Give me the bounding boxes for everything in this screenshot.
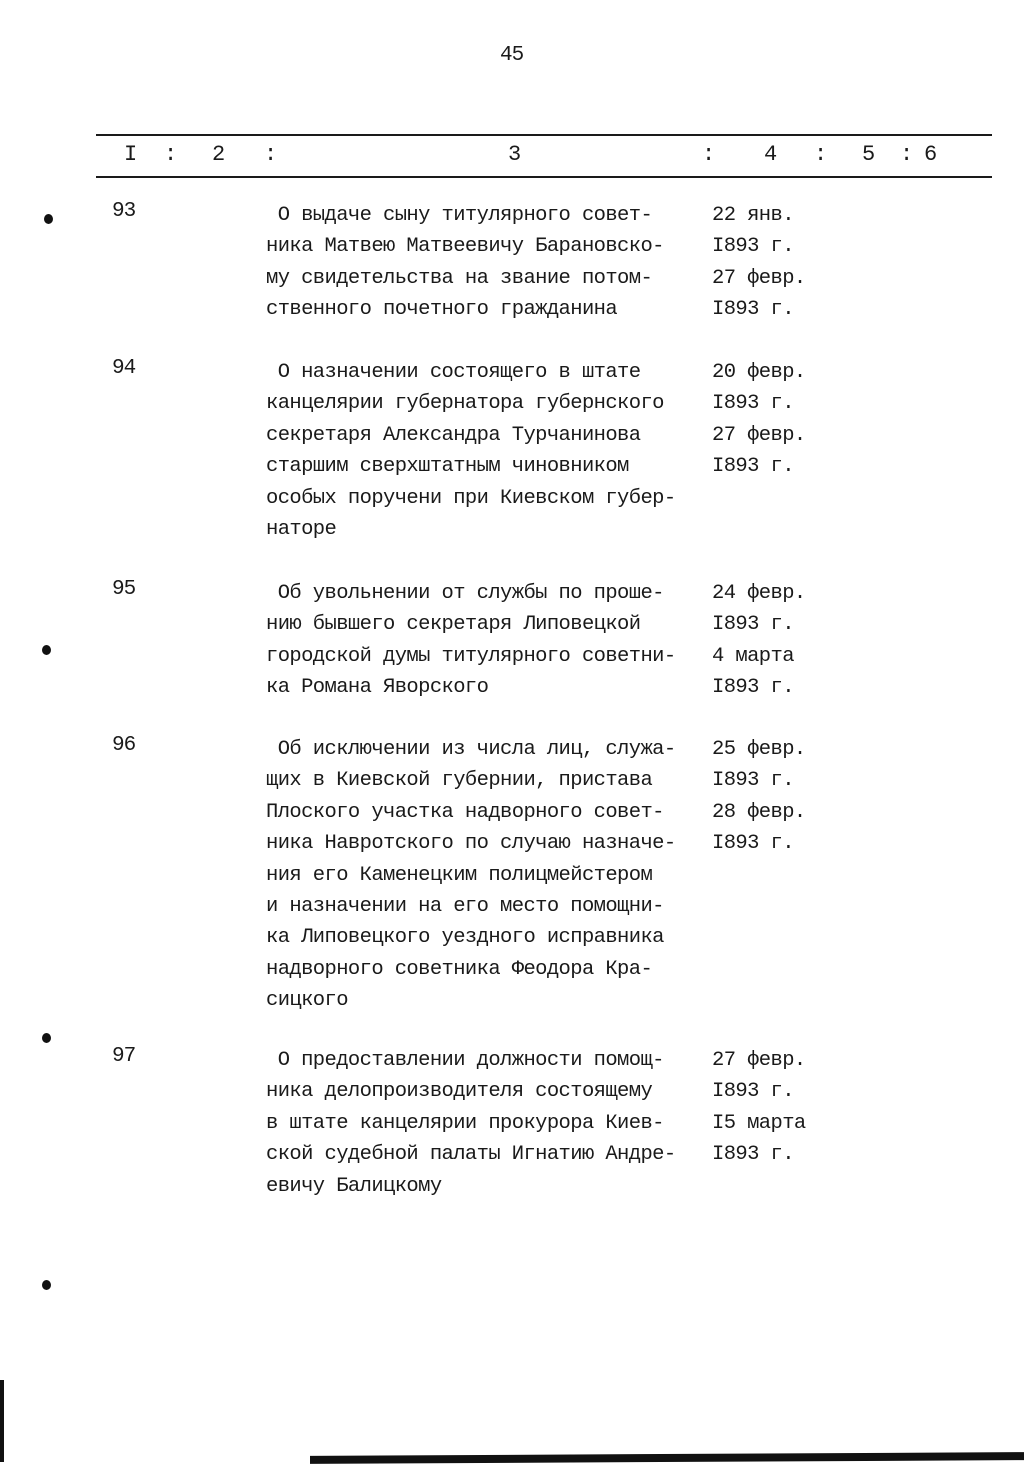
column-separator: : (164, 142, 178, 167)
entry-number: 94 (112, 357, 136, 380)
table-header (0, 142, 1024, 170)
entry-number: 95 (112, 578, 136, 601)
table-header-bottom-rule (96, 176, 992, 178)
scan-edge-left (0, 1380, 4, 1462)
entry-number: 93 (112, 200, 136, 223)
entry-number: 96 (112, 734, 136, 757)
column-header-2: 2 (212, 142, 226, 167)
entry-dates: 27 февр. I893 г. I5 марта I893 г. (712, 1049, 806, 1167)
column-separator: : (900, 142, 914, 167)
column-header-6: 6 (924, 142, 938, 167)
column-header-3: 3 (508, 142, 522, 167)
binder-hole-mark (44, 214, 53, 224)
column-separator: : (814, 142, 828, 167)
entry-description: Об исключении из числа лиц, служа- щих в Киевской губернии, пристава Плоского участка надворного совет- ника Навротского по случаю назначе- ния его Каменецким полицмейстером и назначении на его место помощни- ка Липовецкого уездного исправника надворного советника Феодора Кра- сицкого (266, 738, 676, 1013)
scan-edge-bottom (310, 1452, 1024, 1464)
column-header-5: 5 (862, 142, 876, 167)
binder-hole-mark (42, 645, 51, 655)
page-number-text: 45 (500, 44, 524, 67)
entry-description: О предоставлении должности помощ- ника делопроизводителя состоящему в штате канцелярии прокурора Киев- ской судебной палаты Игнатию Андре- евичу Балицкому (266, 1049, 676, 1198)
entry-dates: 24 февр. I893 г. 4 марта I893 г. (712, 582, 806, 700)
entry-number: 97 (112, 1045, 136, 1068)
entry-description: Об увольнении от службы по проше- нию бывшего секретаря Липовецкой городской думы титулярного советни- ка Романа Яворского (266, 582, 676, 700)
entry-description: О назначении состоящего в штате канцелярии губернатора губернского секретаря Александра Турчанинова старшим сверхштатным чиновником особых поручени при Киевском губер- наторе (266, 361, 676, 542)
binder-hole-mark (42, 1280, 51, 1290)
entry-dates: 25 февр. I893 г. 28 февр. I893 г. (712, 738, 806, 856)
column-header-4: 4 (764, 142, 778, 167)
column-separator: : (702, 142, 716, 167)
column-separator: : (264, 142, 278, 167)
entry-dates: 22 янв. I893 г. 27 февр. I893 г. (712, 204, 806, 322)
entry-description: О выдаче сыну титулярного совет- ника Матвею Матвеевичу Барановско- му свидетельства на звание потом- ственного почетного гражданина (266, 204, 664, 322)
table-header-top-rule (96, 134, 992, 136)
column-header-1: I (124, 142, 138, 167)
entry-dates: 20 февр. I893 г. 27 февр. I893 г. (712, 361, 806, 479)
binder-hole-mark (42, 1033, 51, 1043)
